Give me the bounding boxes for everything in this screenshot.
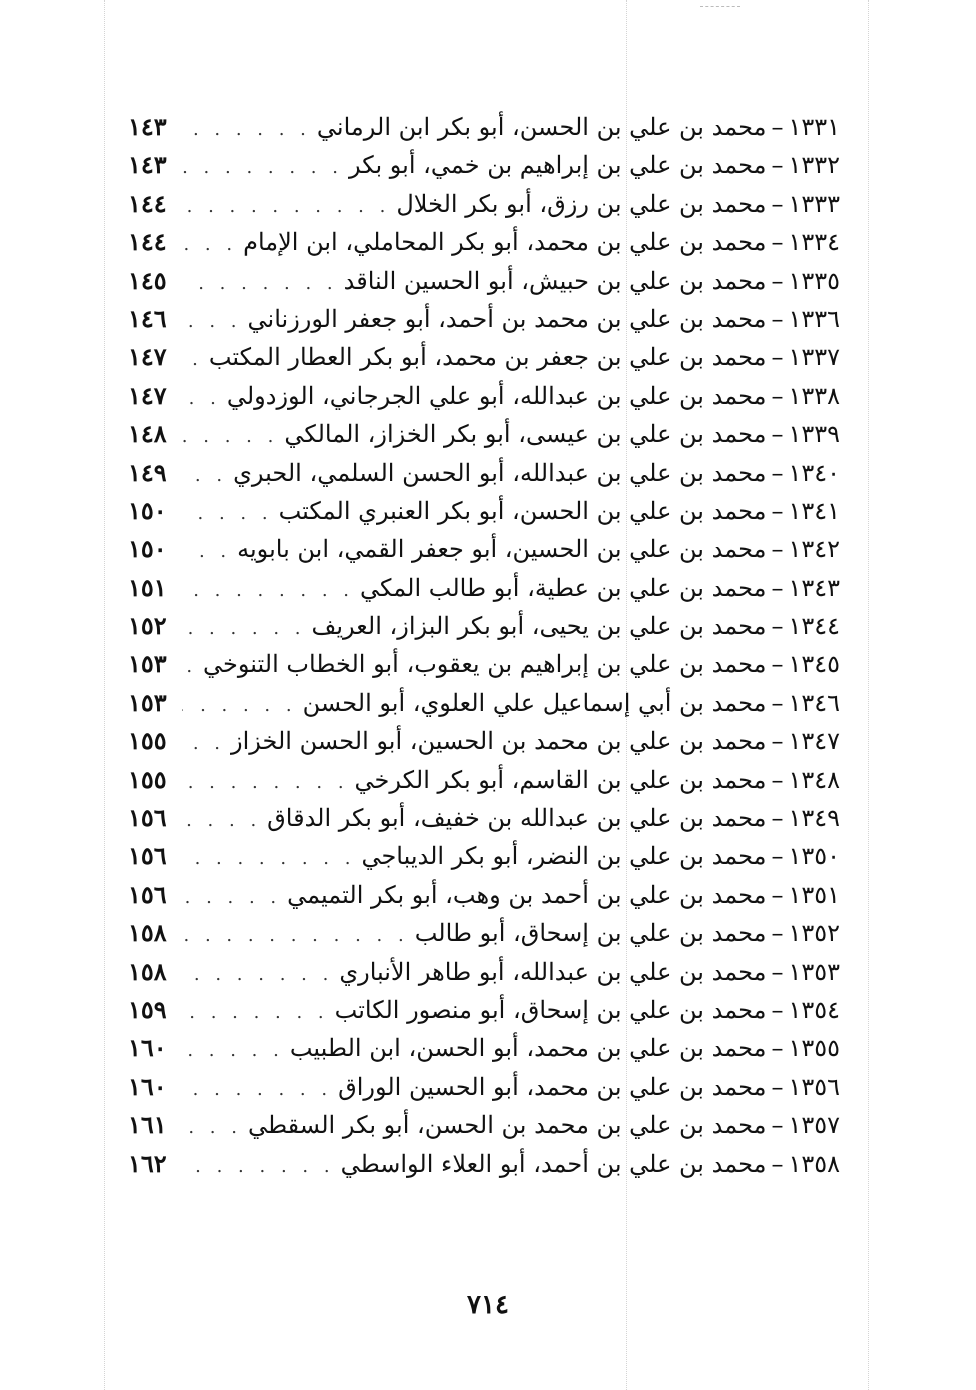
entry-title: محمد بن علي بن يحيى، أبو بكر البزاز، العريف: [311, 612, 767, 641]
dot-leader: [182, 1032, 284, 1070]
index-entry: [128, 108, 840, 146]
entry-title: محمد بن علي بن حبيش، أبو الحسين الناقد: [343, 266, 767, 295]
entry-page: ١٥٩: [128, 994, 167, 1024]
index-entry: [128, 607, 840, 645]
entry-title: محمد بن علي بن عبدالله، أبو علي الجرجاني، الوزدولي: [226, 381, 767, 410]
index-entry: [128, 569, 840, 607]
entry-page: ١٤٦: [128, 303, 167, 333]
entry-number: ١٣٤٤: [788, 612, 840, 641]
index-entry: [128, 799, 840, 837]
entry-title: محمد بن علي بن إسحاق، أبو طالب: [414, 919, 767, 948]
scan-guide-line: [868, 0, 869, 1390]
entry-title: محمد بن علي بن الحسن، أبو بكر العنبري المكتب: [278, 496, 767, 525]
entry-separator: –: [771, 381, 784, 410]
entry-page: ١٦٠: [128, 1071, 167, 1101]
entry-page: ١٦٢: [128, 1148, 167, 1178]
entry-title: محمد بن علي بن محمد، أبو الحسين الوراق: [338, 1072, 767, 1101]
dot-leader: [182, 879, 281, 917]
entry-title: محمد بن علي بن النضر، أبو بكر الديباجي: [361, 842, 767, 871]
index-entry: [128, 223, 840, 261]
entry-title: محمد بن علي بن عبدالله، أبو طاهر الأنباري: [339, 957, 767, 986]
entry-separator: –: [771, 650, 784, 679]
index-entry: [128, 876, 840, 914]
dot-leader: [182, 188, 390, 226]
entry-number: ١٣٣٧: [788, 343, 840, 372]
entry-page: ١٤٣: [128, 112, 167, 141]
entry-number: ١٣٥٠: [788, 842, 840, 871]
entry-number: ١٣٣٣: [788, 189, 840, 218]
index-entry: [128, 146, 840, 184]
entry-number: ١٣٤٠: [788, 458, 840, 487]
entry-number: ١٣٣٦: [788, 304, 840, 333]
dot-leader: [182, 303, 242, 341]
entry-number: ١٣٣١: [788, 113, 840, 141]
entry-title: محمد بن علي بن محمد بن الحسين، أبو الحسن الخزاز: [231, 727, 767, 756]
entry-separator: –: [771, 420, 784, 449]
entry-separator: –: [771, 727, 784, 756]
entry-title: محمد بن أبي إسماعيل علي العلوي، أبو الحسن: [302, 688, 767, 717]
index-entry: [128, 1106, 840, 1144]
entry-separator: –: [771, 573, 784, 602]
entry-number: ١٣٣٥: [788, 266, 840, 295]
dot-leader: [182, 917, 409, 955]
dot-leader: [182, 226, 237, 264]
entry-page: ١٥٦: [128, 803, 167, 833]
entry-page: ١٥٨: [128, 918, 167, 948]
entry-separator: –: [771, 612, 784, 641]
entry-number: ١٣٣٤: [788, 228, 840, 257]
entry-title: محمد بن علي بن القاسم، أبو بكر الكرخي: [354, 765, 767, 794]
index-entry: [128, 185, 840, 223]
dot-leader: [182, 1109, 242, 1147]
entry-page: ١٥٦: [128, 879, 167, 909]
dot-leader: [182, 956, 333, 994]
entry-separator: –: [771, 1072, 784, 1101]
entry-title: محمد بن علي بن الحسين، أبو جعفر القمي، ابن بابويه: [237, 535, 767, 564]
entry-page: ١٤٣: [128, 150, 167, 180]
entry-separator: –: [771, 151, 784, 180]
index-entry: [128, 377, 840, 415]
index-entry: [128, 338, 840, 376]
entry-number: ١٣٥١: [788, 880, 840, 909]
entry-number: ١٣٣٢: [788, 151, 840, 180]
entry-separator: –: [771, 266, 784, 295]
dot-leader: [182, 495, 273, 533]
entry-separator: –: [771, 804, 784, 833]
entry-number: ١٣٥٨: [788, 1149, 840, 1178]
entry-title: محمد بن علي بن إبراهيم بن يعقوب، أبو الخطاب التنوخي: [203, 650, 767, 679]
index-list: [128, 108, 840, 1183]
dot-leader: [182, 380, 221, 418]
entry-title: محمد بن علي بن عطية، أبو طالب المكي: [360, 573, 767, 602]
entry-page: ١٦٠: [128, 1033, 167, 1063]
index-entry: [128, 300, 840, 338]
dot-leader: [182, 111, 311, 149]
entry-separator: –: [771, 496, 784, 525]
index-entry: [128, 953, 840, 991]
entry-separator: –: [771, 535, 784, 564]
dot-leader: [182, 725, 225, 763]
entry-title: محمد بن علي بن الحسن، أبو بكر ابن الرماني: [316, 113, 767, 141]
entry-title: محمد بن علي بن محمد بن الحسن، أبو بكر السقطي: [247, 1111, 767, 1140]
entry-title: محمد بن علي بن جعفر بن محمد، أبو بكر العطار المكتب: [208, 343, 767, 372]
entry-title: محمد بن علي بن محمد، أبو بكر المحاملي، ابن الإمام: [243, 228, 767, 257]
dot-leader: [182, 687, 297, 725]
entry-separator: –: [771, 189, 784, 218]
entry-title: محمد بن علي بن محمد، أبو الحسن، ابن الطبيب: [289, 1034, 767, 1063]
entry-number: ١٣٣٩: [788, 420, 840, 449]
entry-page: ١٤٤: [128, 188, 167, 218]
entry-title: محمد بن علي بن رزق، أبو بكر الخلال: [396, 189, 767, 218]
entry-title: محمد بن علي بن عبدالله بن خفيف، أبو بكر الدقاق: [267, 804, 767, 833]
entry-number: ١٣٤١: [788, 496, 840, 525]
entry-separator: –: [771, 995, 784, 1024]
entry-separator: –: [771, 957, 784, 986]
index-entry: [128, 645, 840, 683]
entry-title: محمد بن علي بن أحمد، أبو العلاء الواسطي: [340, 1149, 767, 1178]
entry-page: ١٤٧: [128, 342, 167, 372]
index-entry: [128, 530, 840, 568]
dot-leader: [182, 533, 231, 571]
entry-separator: –: [771, 842, 784, 871]
entry-number: ١٣٤٣: [788, 573, 840, 602]
entry-page: ١٤٤: [128, 227, 167, 257]
dot-leader: [182, 1071, 332, 1109]
entry-separator: –: [771, 343, 784, 372]
dot-leader: [182, 265, 338, 303]
entry-separator: –: [771, 1149, 784, 1178]
entry-separator: –: [771, 304, 784, 333]
top-scan-mark: [700, 6, 740, 7]
entry-separator: –: [771, 919, 784, 948]
entry-page: ١٥٣: [128, 687, 167, 717]
entry-number: ١٣٥٧: [788, 1111, 840, 1140]
dot-leader: [182, 572, 354, 610]
entry-separator: –: [771, 880, 784, 909]
dot-leader: [182, 994, 329, 1032]
entry-separator: –: [771, 1111, 784, 1140]
scan-guide-line: [104, 0, 105, 1390]
index-entry: [128, 492, 840, 530]
dot-leader: [182, 840, 355, 878]
index-entry: [128, 1145, 840, 1183]
entry-page: ١٥٥: [128, 764, 167, 794]
index-entry: [128, 415, 840, 453]
index-entry: [128, 1068, 840, 1106]
entry-number: ١٣٤٨: [788, 765, 840, 794]
entry-page: ١٥٨: [128, 956, 167, 986]
entry-page: ١٥٠: [128, 495, 167, 525]
entry-title: محمد بن علي بن إبراهيم بن خمي، أبو بكر: [348, 151, 767, 180]
dot-leader: [182, 610, 306, 648]
entry-title: محمد بن علي بن محمد بن أحمد، أبو جعفر الورزناني: [247, 304, 767, 333]
entry-page: ١٤٥: [128, 265, 167, 295]
dot-leader: [182, 764, 349, 802]
entry-page: ١٤٧: [128, 380, 167, 410]
index-entry: [128, 991, 840, 1029]
entry-number: ١٣٣٨: [788, 381, 840, 410]
entry-number: ١٣٤٥: [788, 650, 840, 679]
entry-title: محمد بن علي بن أحمد بن وهب، أبو بكر التميمي: [287, 880, 767, 909]
entry-separator: –: [771, 688, 784, 717]
entry-number: ١٣٥٥: [788, 1034, 840, 1063]
dot-leader: [182, 802, 261, 840]
entry-separator: –: [771, 458, 784, 487]
entry-number: ١٣٤٧: [788, 727, 840, 756]
entry-page: ١٥٥: [128, 726, 167, 756]
entry-page: ١٥٦: [128, 841, 167, 871]
dot-leader: [182, 457, 227, 495]
index-entry: [128, 262, 840, 300]
entry-separator: –: [771, 228, 784, 257]
entry-separator: –: [771, 1034, 784, 1063]
entry-number: ١٣٥٦: [788, 1072, 840, 1101]
index-entry: [128, 914, 840, 952]
entry-number: ١٣٤٩: [788, 804, 840, 833]
index-entry: [128, 837, 840, 875]
entry-title: محمد بن علي بن عبدالله، أبو الحسن السلمي، الحبري: [233, 458, 767, 487]
entry-number: ١٣٥٤: [788, 995, 840, 1024]
page-number: ٧١٤: [467, 1290, 509, 1320]
dot-leader: [182, 149, 343, 187]
entry-page: ١٥٣: [128, 649, 167, 679]
dot-leader: [182, 1148, 335, 1186]
entry-page: ١٥٠: [128, 534, 167, 564]
entry-number: ١٣٤٢: [788, 535, 840, 564]
index-entry: [128, 722, 840, 760]
dot-leader: [182, 341, 203, 379]
entry-page: ١٥١: [128, 572, 167, 602]
dot-leader: [182, 648, 197, 686]
entry-page: ١٤٨: [128, 419, 167, 449]
entry-separator: –: [771, 765, 784, 794]
entry-page: ١٦١: [128, 1110, 167, 1140]
entry-number: ١٣٥٢: [788, 919, 840, 948]
index-entry: [128, 1029, 840, 1067]
entry-title: محمد بن علي بن عيسى، أبو بكر الخزاز، المالكي: [284, 420, 767, 449]
entry-number: ١٣٥٣: [788, 957, 840, 986]
index-entry: [128, 684, 840, 722]
entry-number: ١٣٤٦: [788, 688, 840, 717]
index-entry: [128, 761, 840, 799]
index-entry: [128, 454, 840, 492]
entry-title: محمد بن علي بن إسحاق، أبو منصور الكاتب: [334, 995, 767, 1024]
dot-leader: [182, 418, 278, 456]
entry-page: ١٥٢: [128, 611, 167, 641]
entry-separator: –: [771, 113, 784, 141]
entry-page: ١٤٩: [128, 457, 167, 487]
